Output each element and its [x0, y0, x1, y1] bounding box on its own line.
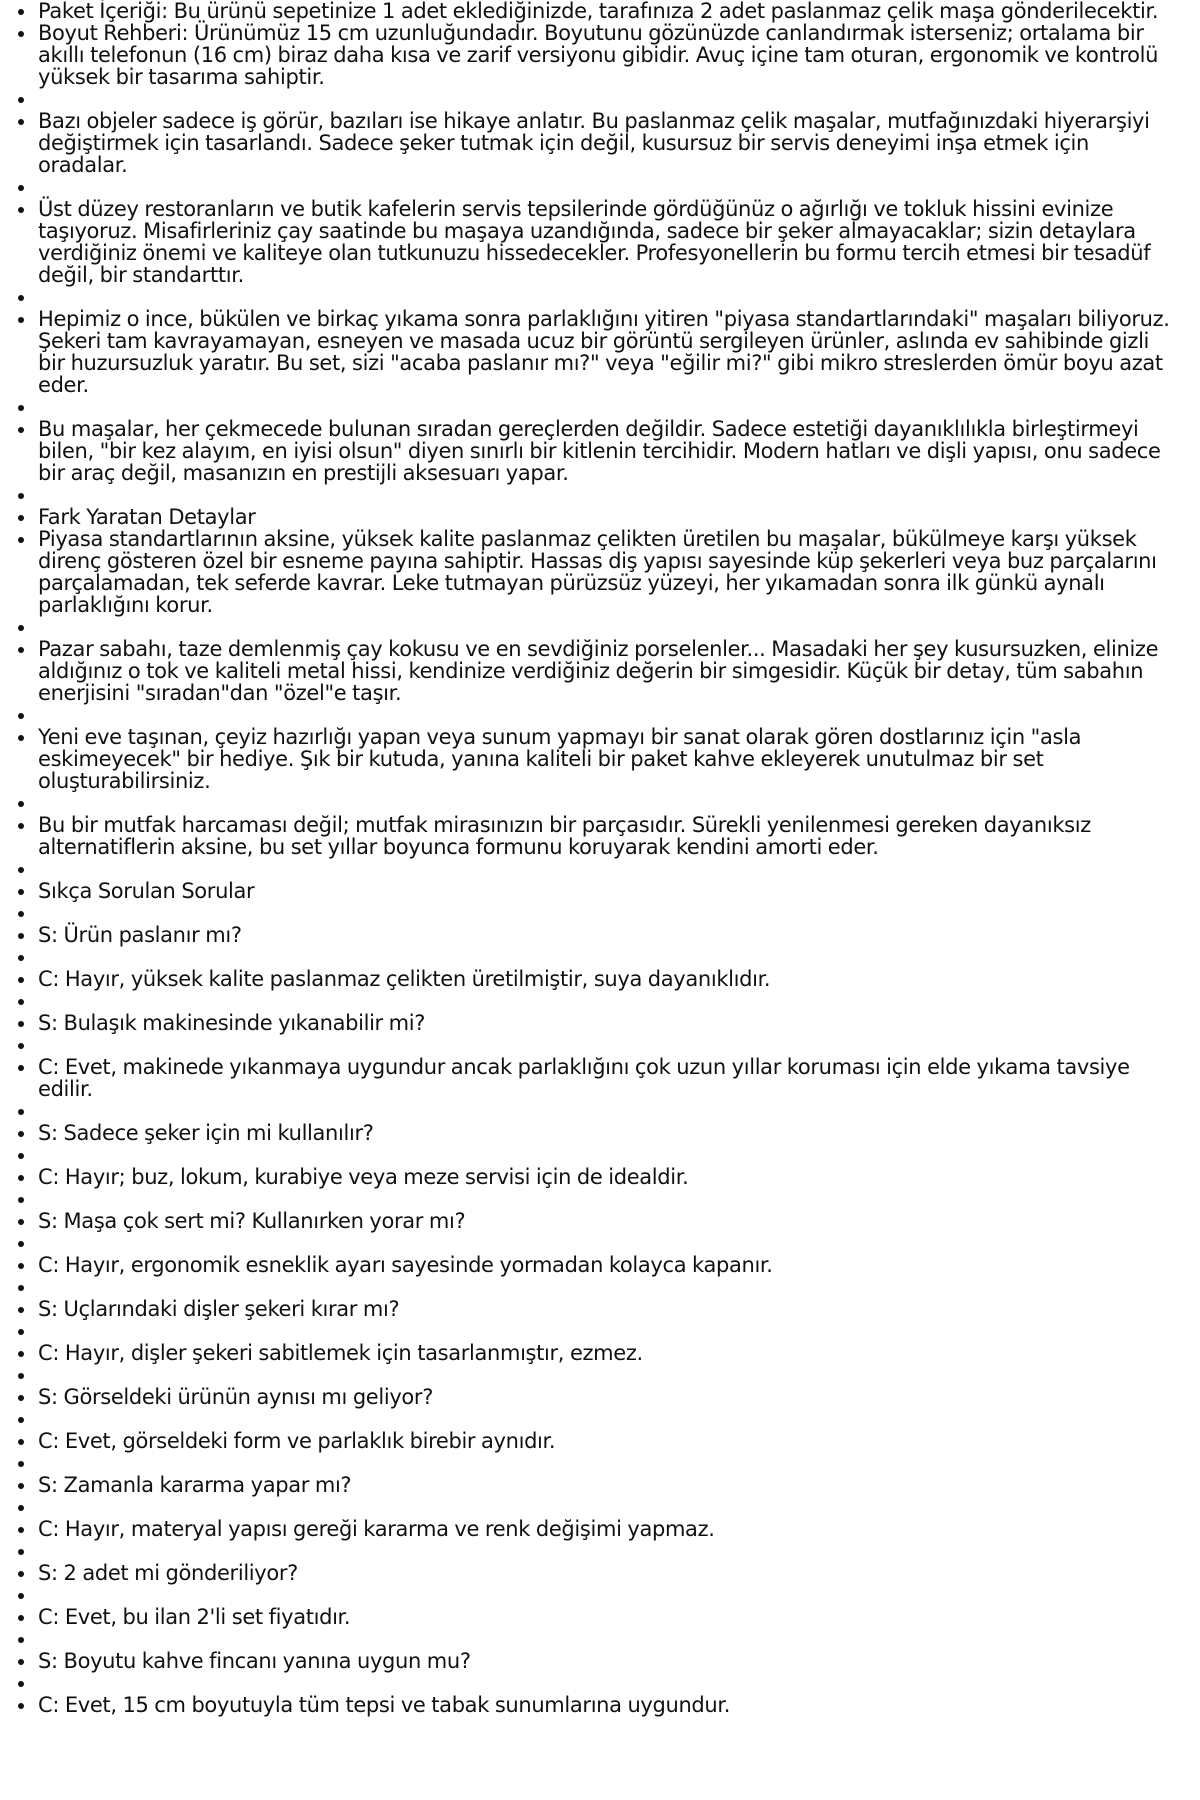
list-item: Boyut Rehberi: Ürünümüz 15 cm uzunluğundadır. Boyutunu gözünüzde canlandırmak isterseniz; ortalama bir akıllı telefonun (16 cm) biraz daha kısa ve zarif versiyonu gibidir. Avuç içine tam oturan, ergonomik ve kontrolü yüksek bir tasarıma sahiptir.: [38, 22, 1176, 88]
empty-list-item: [38, 484, 1176, 506]
empty-list-item: [38, 1232, 1176, 1254]
list-item: S: Ürün paslanır mı?: [38, 924, 1176, 946]
empty-list-item: [38, 1188, 1176, 1210]
empty-list-item: [38, 88, 1176, 110]
list-item: Hepimiz o ince, bükülen ve birkaç yıkama sonra parlaklığını yitiren "piyasa standartlarındaki" maşaları biliyoruz. Şekeri tam kavrayamayan, esneyen ve masada ucuz bir görüntü sergileyen ürünler, aslında ev sahibinde gizli bir huzursuzluk yaratır. Bu set, sizi "acaba paslanır mı?" veya "eğilir mi?" gibi mikro streslerden ömür boyu azat eder.: [38, 308, 1176, 396]
empty-list-item: [38, 990, 1176, 1012]
empty-list-item: [38, 1100, 1176, 1122]
empty-list-item: [38, 1672, 1176, 1694]
list-item: Bazı objeler sadece iş görür, bazıları ise hikaye anlatır. Bu paslanmaz çelik maşalar, mutfağınızdaki hiyerarşiyi değiştirmek için tasarlandı. Sadece şeker tutmak için değil, kusursuz bir servis deneyimi inşa etmek için oradalar.: [38, 110, 1176, 176]
empty-list-item: [38, 1408, 1176, 1430]
empty-list-item: [38, 858, 1176, 880]
list-item: S: Maşa çok sert mi? Kullanırken yorar mı?: [38, 1210, 1176, 1232]
empty-list-item: [38, 1034, 1176, 1056]
list-item: C: Hayır, yüksek kalite paslanmaz çelikten üretilmiştir, suya dayanıklıdır.: [38, 968, 1176, 990]
empty-list-item: [38, 1144, 1176, 1166]
list-item: S: Boyutu kahve fincanı yanına uygun mu?: [38, 1650, 1176, 1672]
list-item: Fark Yaratan Detaylar: [38, 506, 1176, 528]
list-item: S: Sadece şeker için mi kullanılır?: [38, 1122, 1176, 1144]
list-item: Sıkça Sorulan Sorular: [38, 880, 1176, 902]
empty-list-item: [38, 1364, 1176, 1386]
list-item: Bu bir mutfak harcaması değil; mutfak mirasınızın bir parçasıdır. Sürekli yenilenmesi gereken dayanıksız alternatiflerin aksine, bu set yıllar boyunca formunu koruyarak kendini amorti eder.: [38, 814, 1176, 858]
empty-list-item: [38, 286, 1176, 308]
empty-list-item: [38, 946, 1176, 968]
empty-list-item: [38, 616, 1176, 638]
empty-list-item: [38, 1628, 1176, 1650]
list-item: Pazar sabahı, taze demlenmiş çay kokusu ve en sevdiğiniz porselenler... Masadaki her şey kusursuzken, elinize aldığınız o tok ve kaliteli metal hissi, kendinize verdiğiniz değerin bir simgesidir. Küçük bir detay, tüm sabahın enerjisini "sıradan"dan "özel"e taşır.: [38, 638, 1176, 704]
empty-list-item: [38, 1584, 1176, 1606]
empty-list-item: [38, 704, 1176, 726]
list-item: C: Evet, görseldeki form ve parlaklık birebir aynıdır.: [38, 1430, 1176, 1452]
list-item: S: 2 adet mi gönderiliyor?: [38, 1562, 1176, 1584]
empty-list-item: [38, 396, 1176, 418]
list-item: Paket İçeriği: Bu ürünü sepetinize 1 adet eklediğinizde, tarafınıza 2 adet paslanmaz çelik maşa gönderilecektir.: [38, 0, 1176, 22]
list-item: C: Evet, 15 cm boyutuyla tüm tepsi ve tabak sunumlarına uygundur.: [38, 1694, 1176, 1716]
empty-list-item: [38, 902, 1176, 924]
empty-list-item: [38, 1540, 1176, 1562]
list-item: C: Hayır, materyal yapısı gereği kararma ve renk değişimi yapmaz.: [38, 1518, 1176, 1540]
empty-list-item: [38, 176, 1176, 198]
list-item: C: Hayır, ergonomik esneklik ayarı sayesinde yormadan kolayca kapanır.: [38, 1254, 1176, 1276]
list-item: S: Görseldeki ürünün aynısı mı geliyor?: [38, 1386, 1176, 1408]
list-item: Bu maşalar, her çekmecede bulunan sıradan gereçlerden değildir. Sadece estetiği dayanıklılıkla birleştirmeyi bilen, "bir kez alayım, en iyisi olsun" diyen sınırlı bir kitlenin tercihidir. Modern hatları ve dişli yapısı, onu sadece bir araç değil, masanızın en prestijli aksesuarı yapar.: [38, 418, 1176, 484]
empty-list-item: [38, 1496, 1176, 1518]
list-item: C: Evet, bu ilan 2'li set fiyatıdır.: [38, 1606, 1176, 1628]
list-item: C: Hayır, dişler şekeri sabitlemek için tasarlanmıştır, ezmez.: [38, 1342, 1176, 1364]
list-item: S: Uçlarındaki dişler şekeri kırar mı?: [38, 1298, 1176, 1320]
list-item: C: Evet, makinede yıkanmaya uygundur ancak parlaklığını çok uzun yıllar koruması için elde yıkama tavsiye edilir.: [38, 1056, 1176, 1100]
empty-list-item: [38, 792, 1176, 814]
list-item: Yeni eve taşınan, çeyiz hazırlığı yapan veya sunum yapmayı bir sanat olarak gören dostlarınız için "asla eskimeyecek" bir hediye. Şık bir kutuda, yanına kaliteli bir paket kahve ekleyerek unutulmaz bir set oluşturabilirsiniz.: [38, 726, 1176, 792]
empty-list-item: [38, 1320, 1176, 1342]
empty-list-item: [38, 1452, 1176, 1474]
list-item: C: Hayır; buz, lokum, kurabiye veya meze servisi için de idealdir.: [38, 1166, 1176, 1188]
list-item: Piyasa standartlarının aksine, yüksek kalite paslanmaz çelikten üretilen bu maşalar, bükülmeye karşı yüksek direnç gösteren özel bir esneme payına sahiptir. Hassas diş yapısı sayesinde küp şekerleri veya buz parçalarını parçalamadan, tek seferde kavrar. Leke tutmayan pürüzsüz yüzeyi, her yıkamadan sonra ilk günkü aynalı parlaklığını korur.: [38, 528, 1176, 616]
list-item: S: Zamanla kararma yapar mı?: [38, 1474, 1176, 1496]
list-item: S: Bulaşık makinesinde yıkanabilir mi?: [38, 1012, 1176, 1034]
list-item: Üst düzey restoranların ve butik kafelerin servis tepsilerinde gördüğünüz o ağırlığı ve tokluk hissini evinize taşıyoruz. Misafirleriniz çay saatinde bu maşaya uzandığında, sadece bir şeker almayacaklar; sizin detaylara verdiğiniz önemi ve kaliteye olan tutkunuzu hissedecekler. Profesyonellerin bu formu tercih etmesi bir tesadüf değil, bir standarttır.: [38, 198, 1176, 286]
empty-list-item: [38, 1276, 1176, 1298]
